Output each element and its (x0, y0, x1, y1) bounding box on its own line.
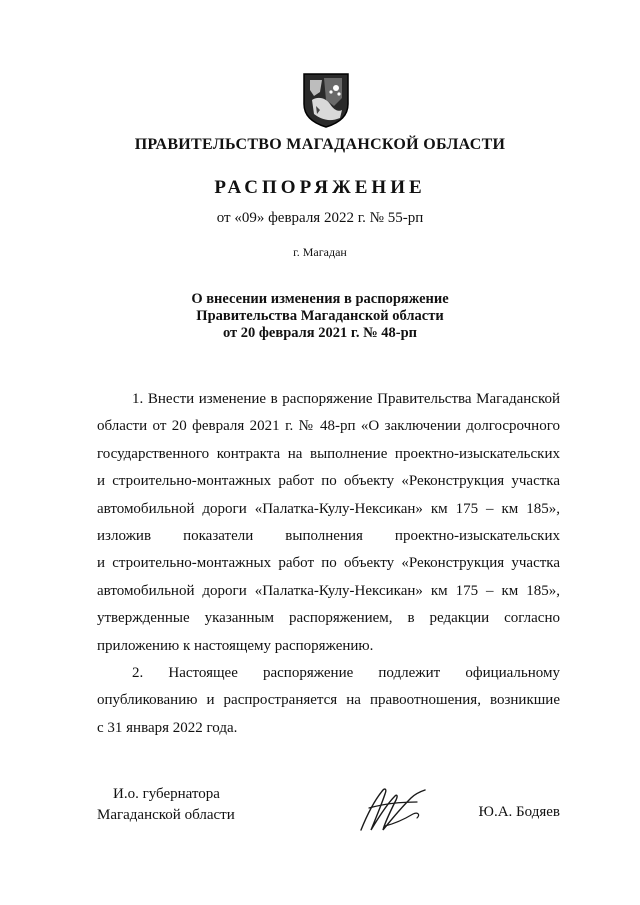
body-line: автомобильной дороги «Палатка-Кулу-Нексикан» км 175 – км 185», (97, 500, 560, 517)
body-line: приложению к настоящему распоряжению. (97, 637, 374, 654)
body-line: опубликованию и распространяется на правоотношения, возникшие (97, 692, 560, 709)
body-line: области от 20 февраля 2021 г. № 48-рп «О заключении долгосрочного (97, 418, 560, 435)
signatory-name: Ю.А. Бодяев (478, 804, 560, 820)
body-line: 1. Внести изменение в распоряжение Правительства Магаданской (132, 391, 560, 407)
signatory-position-line: И.о. губернатора (113, 786, 220, 802)
body-line: изложив показатели выполнения проектно-изыскательских (97, 527, 560, 544)
subject-line: О внесении изменения в распоряжение (191, 291, 449, 307)
document-subject (0, 291, 640, 342)
body-line: 2. Настоящее распоряжение подлежит официальному (132, 664, 560, 681)
handwritten-signature-icon (355, 780, 435, 838)
document-city: г. Магадан (293, 245, 347, 259)
signatory-position-line: Магаданской области (97, 807, 235, 823)
magadan-coat-of-arms-icon (300, 70, 352, 128)
body-line: автомобильной дороги «Палатка-Кулу-Нексикан» км 175 – км 185», (97, 582, 560, 599)
body-line: утвержденные указанным распоряжением, в редакции согласно (97, 610, 560, 627)
document-date-number: от «09» февраля 2022 г. № 55-рп (216, 210, 424, 226)
signatory-position (97, 784, 235, 826)
subject-line: Правительства Магаданской области (196, 308, 444, 324)
subject-line: от 20 февраля 2021 г. № 48-рп (222, 325, 418, 341)
document-type: РАСПОРЯЖЕНИЕ (214, 177, 426, 198)
body-line: и строительно-монтажных работ по объекту «Реконструкция участка (97, 555, 560, 572)
body-line: и строительно-монтажных работ по объекту «Реконструкция участка (97, 473, 560, 490)
organization-name: ПРАВИТЕЛЬСТВО МАГАДАНСКОЙ ОБЛАСТИ (134, 136, 506, 153)
body-line: государственного контракта на выполнение проектно-изыскательских (97, 445, 560, 462)
body-line: с 31 января 2022 года. (97, 719, 238, 736)
document-body (97, 386, 560, 742)
